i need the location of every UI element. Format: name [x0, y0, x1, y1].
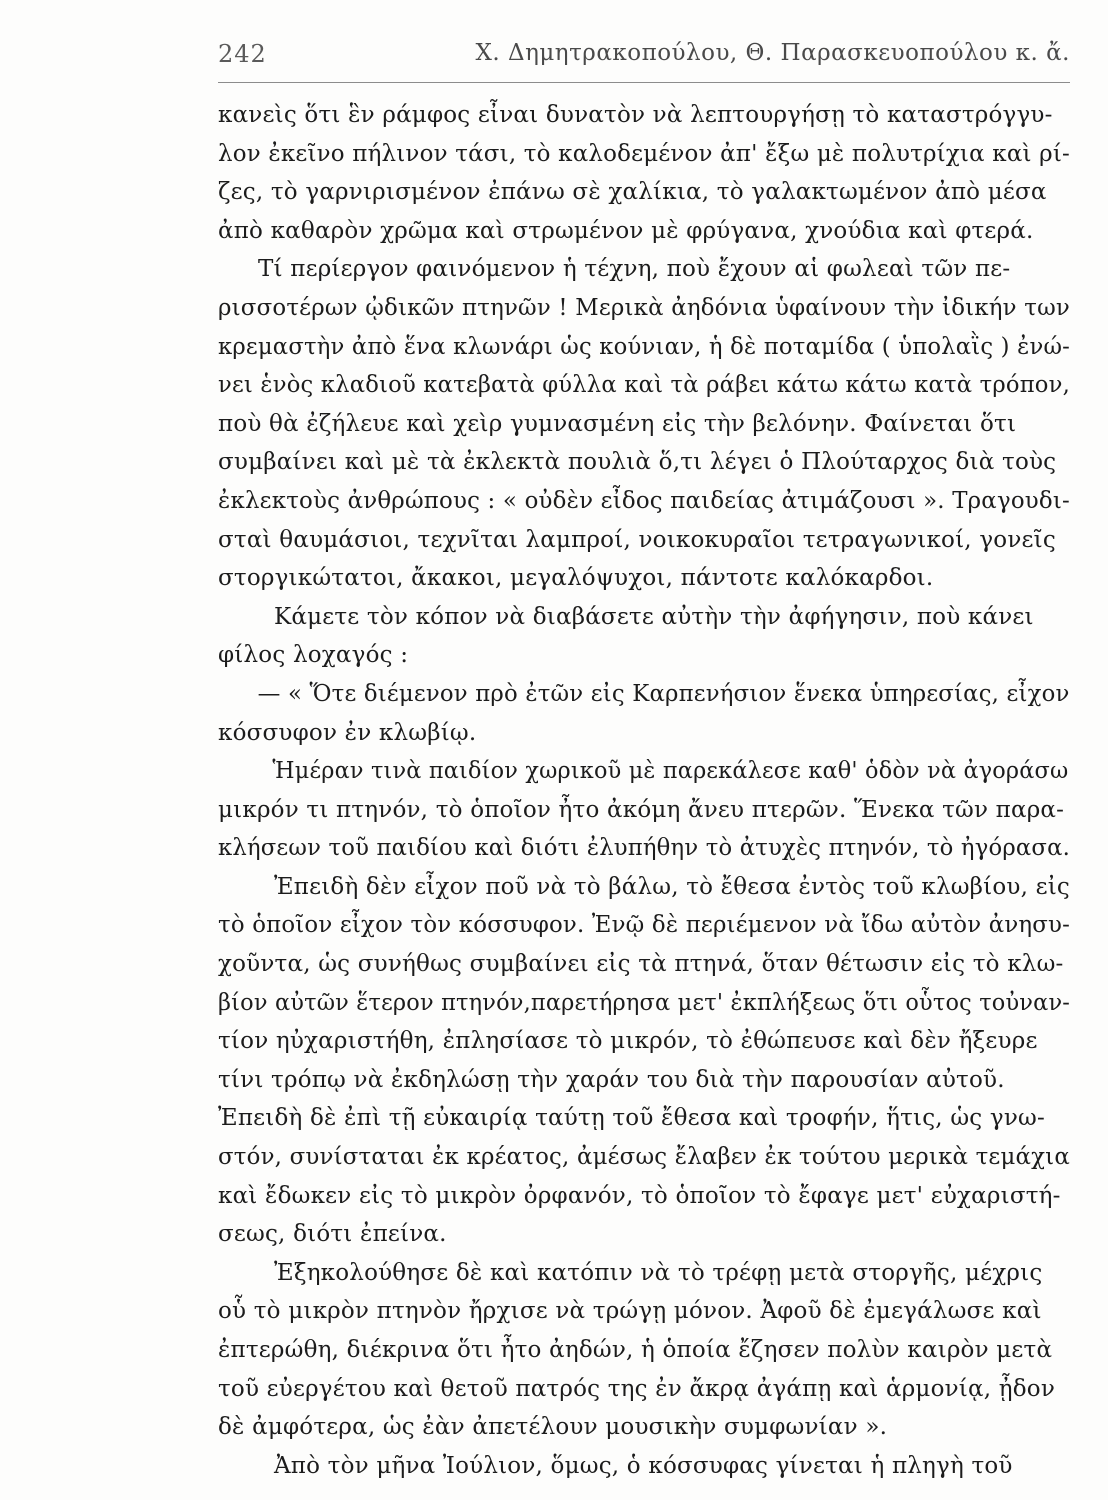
text-line: τίον ηὐχαριστήθη, ἐπλησίασε τὸ μικρόν, τὸ ἐθώπευσε καὶ δὲν ἤξευρε — [218, 1028, 1038, 1055]
text-line: σταὶ θαυμάσιοι, τεχνῖται λαμπροί, νοικοκυραῖοι τετραγωνικοί, γονεῖς — [218, 526, 1056, 553]
header-rule — [218, 82, 1070, 83]
text-line: χοῦντα, ὡς συνήθως συμβαίνει εἰς τὰ πτηνά, ὅταν θέτωσιν εἰς τὸ κλω- — [218, 951, 1064, 978]
text-line: συμβαίνει καὶ μὲ τὰ ἐκλεκτὰ πουλιὰ ὅ,τι λέγει ὁ Πλούταρχος διὰ τοὺς — [218, 449, 1057, 476]
text-line: Τί περίεργον φαινόμενον ἡ τέχνη, ποὺ ἔχουν αἱ φωλεαὶ τῶν πε- — [258, 256, 1011, 283]
text-line: Ἐξηκολούθησε δὲ καὶ κατόπιν νὰ τὸ τρέφῃ μετὰ στοργῆς, μέχρις — [274, 1259, 1043, 1286]
text-line: φίλος λοχαγός : — [218, 642, 409, 669]
text-line: κανεὶς ὅτι ἓν ράμφος εἶναι δυνατὸν νὰ λεπτουργήσῃ τὸ καταστρόγγυ- — [218, 102, 1053, 128]
text-line: οὗ τὸ μικρὸν πτηνὸν ἤρχισε νὰ τρώγῃ μόνον. Ἀφοῦ δὲ ἐμεγάλωσε καὶ — [218, 1298, 1042, 1325]
text-line: Ἡμέραν τινὰ παιδίον χωρικοῦ μὲ παρεκάλεσε καθ' ὁδὸν νὰ ἀγοράσω — [272, 758, 1069, 785]
text-line: κρεμαστὴν ἀπὸ ἕνα κλωνάρι ὡς κούνιαν, ἡ δὲ ποταμίδα ( ὑπολαῒς ) ἐνώ- — [218, 333, 1071, 360]
text-line: βίον αὐτῶν ἕτερον πτηνόν,παρετήρησα μετ' ἐκπλήξεως ὅτι οὗτος τοὐναν- — [218, 989, 1071, 1016]
text-line: Ἐπειδὴ δὲν εἶχον ποῦ νὰ τὸ βάλω, τὸ ἔθεσα ἐντὸς τοῦ κλωβίου, εἰς — [273, 873, 1070, 900]
text-line: κλήσεων τοῦ παιδίου καὶ διότι ἐλυπήθην τὸ ἀτυχὲς πτηνόν, τὸ ἠγόρασα. — [218, 835, 1071, 862]
text-line: στόν, συνίσταται ἐκ κρέατος, ἀμέσως ἔλαβεν ἐκ τούτου μερικὰ τεμάχια — [218, 1144, 1070, 1171]
text-line: καὶ ἔδωκεν εἰς τὸ μικρὸν ὀρφανόν, τὸ ὁποῖον τὸ ἔφαγε μετ' εὐχαριστή- — [218, 1182, 1061, 1209]
text-line: κόσσυφον ἐν κλωβίῳ. — [218, 719, 477, 746]
text-line: — « Ὅτε διέμενον πρὸ ἐτῶν εἰς Καρπενήσιον ἕνεκα ὑπηρεσίας, εἶχον — [257, 680, 1070, 707]
text-line: ζες, τὸ γαρνιρισμένον ἐπάνω σὲ χαλίκια, τὸ γαλακτωμένον ἀπὸ μέσα — [218, 179, 1047, 206]
text-line: ἀπὸ καθαρὸν χρῶμα καὶ στρωμένον μὲ φρύγανα, χνούδια καὶ φτερά. — [218, 217, 1034, 244]
text-line: ρισσοτέρων ᾠδικῶν πτηνῶν ! Μερικὰ ἀηδόνια ὑφαίνουν τὴν ἰδικήν των — [218, 294, 1070, 321]
text-line: ἐκλεκτοὺς ἀνθρώπους : « οὐδὲν εἶδος παιδείας ἀτιμάζουσι ». Τραγουδι- — [218, 487, 1070, 514]
text-line: Ἐπειδὴ δὲ ἐπὶ τῇ εὐκαιρίᾳ ταύτῃ τοῦ ἔθεσα καὶ τροφήν, ἥτις, ὡς γνω- — [218, 1105, 1045, 1132]
text-line: νει ἑνὸς κλαδιοῦ κατεβατὰ φύλλα καὶ τὰ ράβει κάτω κάτω κατὰ τρόπον, — [218, 372, 1070, 399]
page-header — [218, 40, 1070, 76]
text-line: ἐπτερώθη, διέκρινα ὅτι ἦτο ἀηδών, ἡ ὁποία ἔζησεν πολὺν καιρὸν μετὰ — [218, 1337, 1053, 1363]
text-line: τὸ ὁποῖον εἶχον τὸν κόσσυφον. Ἐνῷ δὲ περιέμενον νὰ ἴδω αὐτὸν ἀνησυ- — [218, 912, 1071, 939]
page-number: 242 — [218, 40, 267, 68]
running-title: Χ. Δημητρακοπούλου, Θ. Παρασκευοπούλου κ. ἄ. — [475, 40, 1070, 66]
text-line: Κάμετε τὸν κόπον νὰ διαβάσετε αὐτὴν τὴν ἀφήγησιν, ποὺ κάνει — [274, 603, 1034, 630]
text-line: στοργικώτατοι, ἄκακοι, μεγαλόψυχοι, πάντοτε καλόκαρδοι. — [218, 565, 934, 592]
text-line: ποὺ θὰ ἐζήλευε καὶ χεὶρ γυμνασμένη εἰς τὴν βελόνην. Φαίνεται ὅτι — [218, 410, 1017, 437]
text-line: λον ἐκεῖνο πήλινον τάσι, τὸ καλοδεμένον ἀπ' ἔξω μὲ πολυτρίχια καὶ ρί- — [218, 140, 1071, 167]
text-line: δὲ ἀμφότερα, ὡς ἐὰν ἀπετέλουν μουσικὴν συμφωνίαν ». — [218, 1414, 888, 1441]
text-line: σεως, διότι ἐπείνα. — [218, 1221, 447, 1248]
text-line: τοῦ εὐεργέτου καὶ θετοῦ πατρός της ἐν ἄκρᾳ ἀγάπῃ καὶ ἁρμονίᾳ, ᾖδον — [218, 1375, 1056, 1402]
text-line: τίνι τρόπῳ νὰ ἐκδηλώσῃ τὴν χαράν του διὰ τὴν παρουσίαν αὐτοῦ. — [218, 1066, 1005, 1093]
text-line: Ἀπὸ τὸν μῆνα Ἰούλιον, ὅμως, ὁ κόσσυφας γίνεται ἡ πληγὴ τοῦ — [274, 1452, 1013, 1479]
body-text — [218, 96, 1078, 1485]
text-line: μικρόν τι πτηνόν, τὸ ὁποῖον ἦτο ἀκόμη ἄνευ πτερῶν. Ἕνεκα τῶν παρα- — [218, 796, 1065, 823]
